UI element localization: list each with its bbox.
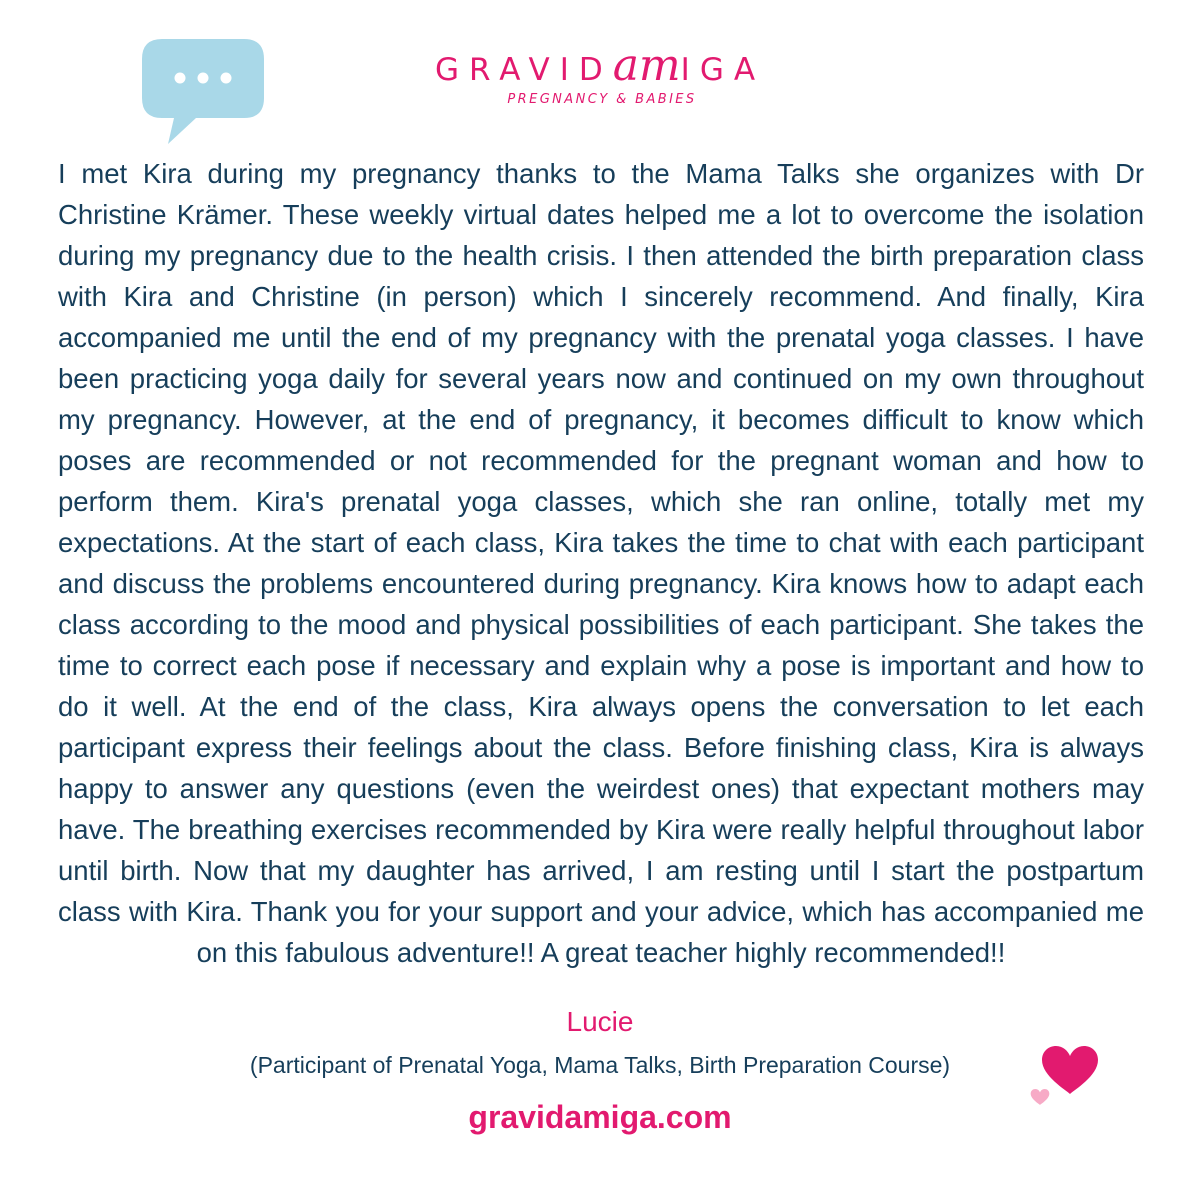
brand-name-script: am — [612, 40, 681, 91]
brand-name-prefix: GRAVID — [434, 52, 613, 88]
speech-bubble-icon — [138, 36, 268, 146]
testimonial-author: Lucie — [566, 1006, 634, 1037]
author-programs: (Participant of Prenatal Yoga, Mama Talks, Birth Preparation Course) — [249, 1052, 951, 1078]
website-link[interactable]: gravidamiga.com — [468, 1099, 732, 1135]
brand-logo — [380, 38, 820, 107]
testimonial-text: I met Kira during my pregnancy thanks to the Mama Talks she organizes with Dr Christine Krämer. These weekly virtual dates helped me a lot to overcome the isolation during my pregnancy due to the health crisis. I then attended the birth preparation class with Kira and Christine (in person) which I sincerely recommend. And finally, Kira accompanied me until the end of my pregnancy with the prenatal yoga classes. I have been practicing yoga daily for several years now and continued on my own throughout my pregnancy. However, at the end of pregnancy, it becomes difficult to know which poses are recommended or not recommended for the pregnant woman and how to perform them. Kira's prenatal yoga classes, which she ran online, totally met my expectations. At the start of each class, Kira takes the time to chat with each participant and discuss the problems encountered during pregnancy. Kira knows how to adapt each class according to the mood and physical possibilities of each participant. She takes the time to correct each pose if necessary and explain why a pose is important and how to do it well. At the end of the class, Kira always opens the conversation to let each participant express their feelings about the class. Before finishing class, Kira is always happy to answer any questions (even the weirdest ones) that expectant mothers may have. The breathing exercises recommended by Kira were really helpful throughout labor until birth. Now that my daughter has arrived, I am resting until I start the postpartum class with Kira. Thank you for your support and your advice, which has accompanied me on this fabulous adventure!! A great teacher highly recommended!! — [58, 158, 1144, 968]
brand-tagline: PREGNANCY & BABIES — [507, 92, 697, 107]
brand-name-suffix: IGA — [680, 52, 766, 88]
heart-icon — [1030, 1088, 1050, 1106]
brand-wordmark — [380, 38, 820, 98]
